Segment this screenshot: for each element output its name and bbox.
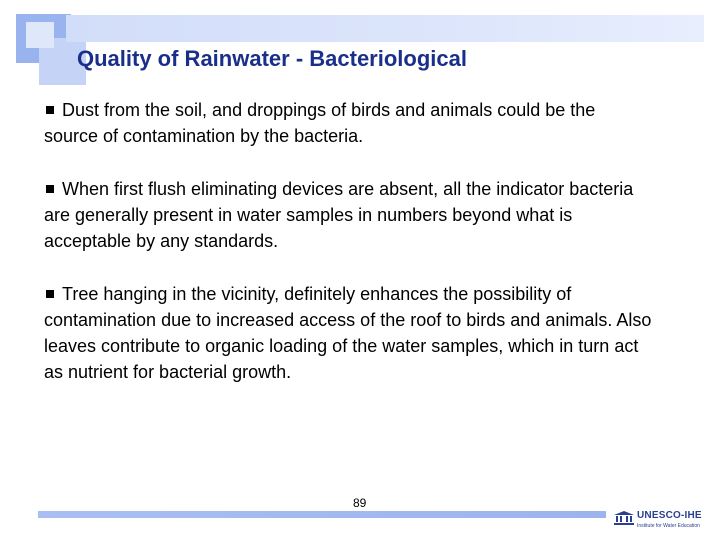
bullet-text: Tree hanging in the vicinity, definitely enhances the possibility of contamination due to increased access of the roof to birds and animals. Also leaves contribute to organic loading of the water samples, which in turn act as nutrient for bacterial growth. — [44, 284, 652, 382]
unesco-ihe-logo — [608, 507, 712, 535]
bullet-item — [44, 176, 654, 254]
logo-name: UNESCO-IHE — [637, 510, 702, 521]
square-bullet-icon — [46, 185, 54, 193]
page-number: 89 — [353, 496, 367, 510]
decorative-square-light — [26, 22, 54, 48]
bullet-item — [44, 281, 654, 385]
footer-bar — [38, 511, 606, 518]
logo-subtitle: Institute for Water Education — [637, 523, 700, 529]
square-bullet-icon — [46, 290, 54, 298]
bullet-text: When first flush eliminating devices are absent, all the indicator bacteria are generally present in water samples in numbers beyond what is acceptable by any standards. — [44, 179, 634, 251]
bullet-text: Dust from the soil, and droppings of birds and animals could be the source of contamination by the bacteria. — [44, 100, 596, 146]
slide-title: Quality of Rainwater - Bacteriological — [77, 46, 467, 71]
bullet-item — [44, 97, 654, 149]
square-bullet-icon — [46, 106, 54, 114]
title-band — [66, 15, 704, 42]
slide-content — [44, 97, 654, 412]
temple-icon — [614, 511, 634, 525]
